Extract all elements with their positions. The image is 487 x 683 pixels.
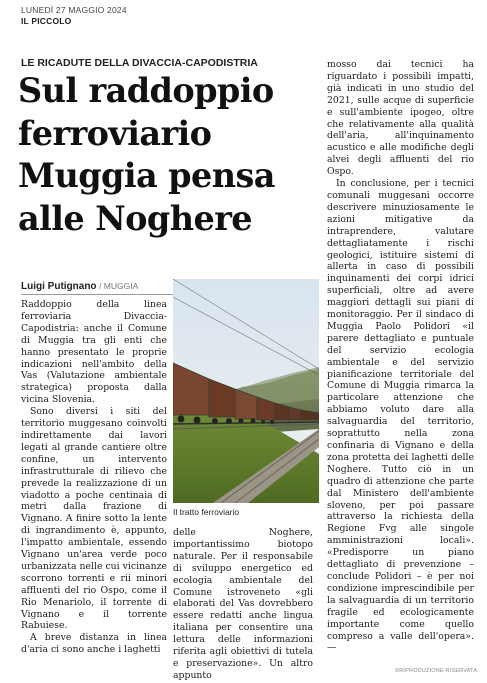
masthead	[21, 5, 127, 27]
copyright-notice: ©RIPRODUZIONE RISERVATA	[395, 668, 478, 674]
paragraph: mosso dai tecnici ha riguardato i possibili impatti, già indicati in uno studio del 2021, sulle acque di superficie e sull'ambiente ipogeo, oltre che relativamente alla qualità dell'aria, all'inquinamento acustico e alle modifiche degli alvei degli affluenti del rio Ospo.	[327, 59, 474, 178]
issue-date: LUNEDÌ 27 MAGGIO 2024	[21, 5, 127, 15]
byline-location: / MUGGIA	[99, 281, 139, 291]
paragraph: Raddoppio della linea ferroviaria Divaccia-Capodistria: anche il Comune di Muggia tra gli enti che hanno presentato le proprie indicazioni nell'ambito della Vas (Valutazione ambientale strategica) proposta dalla vicina Slovenia.	[21, 299, 167, 406]
newspaper-name: IL PICCOLO	[21, 16, 72, 26]
article-column-2	[173, 527, 313, 681]
article-headline	[18, 70, 318, 240]
author-name: Luigi Putignano	[21, 281, 97, 292]
article-column-3	[327, 59, 474, 664]
paragraph: A breve distanza in linea d'aria ci sono anche i laghetti	[21, 632, 167, 656]
paragraph: Sono diversi i siti del territorio muggesano coinvolti indirettamente dai lavori legati al grande cantiere oltre confine, un intervento infrastrutturale di rilievo che prevede la realizzazione di un viadotto a poche centinaia di metri dalla frazione di Vignano. A finire sotto la lente di ingrandimento è, appunto, l'impatto ambientale, essendo Vignano un'area verde poco urbanizzata nelle cui vicinanze scorrono torrenti e rii minori affluenti del rio Ospo, come il Rio Menariolo, il torrente di Vignano e il torrente Rabuiese.	[21, 406, 167, 632]
paragraph: In conclusione, per i tecnici comunali muggesani occorre descrivere minuziosamente le azioni mitigative da intraprendere, valutare dettagliatamente i rischi geologici, istituire sistemi di allerta in caso di possibili inquinamenti dei corpi idrici superficiali, oltre ad avere maggiori dettagli sui piani di monitoraggio. Per il sindaco di Muggia Paolo Polidori «il parere dettagliato e puntuale del servizio ecologia ambientale e del servizio pianificazione territoriale del Comune di Muggia rimarca la particolare attenzione che abbiamo voluto dare alla salvaguardia del territorio, soprattutto nella zona confinaria di Vignano e della zona protetta dei laghetti delle Noghere. Tutto ciò in un quadro di attenzione che parte dal Ministero dell'ambiente sloveno, per poi passare attraverso la richiesta della Regione Fvg alle singole amministrazioni locali». «Predisporre un piano dettagliato di prevenzione – conclude Polidori – è per noi condizione imprescindibile per la salvaguardia di un territorio fragile ed ecologicamente importante come quello compreso a valle dell'opera». —	[327, 178, 474, 654]
headline-line: Sul raddoppio	[18, 71, 274, 110]
article-column-1	[21, 299, 167, 677]
railway-photo	[173, 279, 319, 503]
headline-line: alle Noghere	[18, 198, 252, 238]
photo-caption: Il tratto ferroviario	[173, 507, 240, 517]
article-kicker: LE RICADUTE DELLA DIVACCIA-CAPODISTRIA	[21, 57, 258, 69]
paragraph: delle Noghere, importantissimo biotopo naturale. Per il responsabile di sviluppo energetico ed ecologia ambientale del Comune istroveneto «gli elaborati del Vas dovrebbero essere redatti anche lingua italiana per consentire una lettura delle informazioni riferita agli obiettivi di tutela e preservazione». Un altro appunto	[173, 527, 313, 681]
headline-line: Muggia pensa	[18, 156, 275, 195]
headline-line: ferroviario	[18, 113, 212, 153]
byline	[21, 281, 138, 292]
